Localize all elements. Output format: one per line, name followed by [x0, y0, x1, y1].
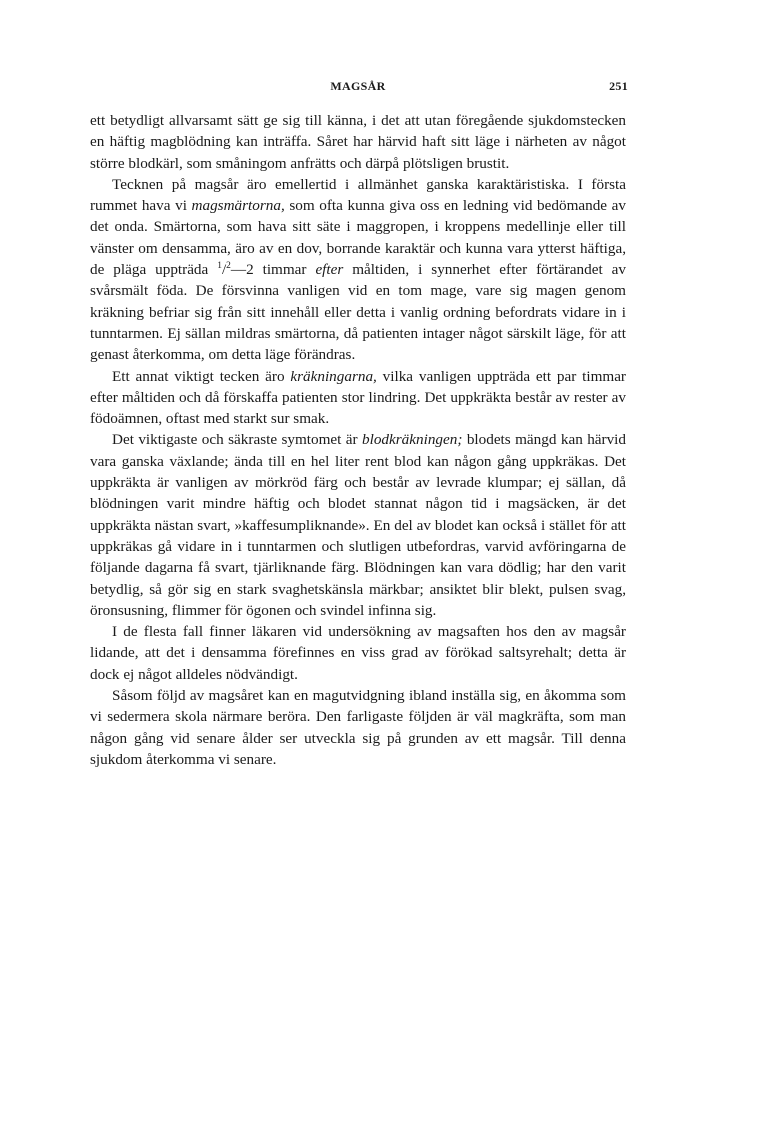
- text-run: vilka vanligen uppträda ett par timmar efter måltiden och då förskaffa patienten stor lindring. Det uppkräkta består av rester av födoämnen, oftast med starkt sur smak.: [90, 367, 626, 428]
- emphasized-text: kräkningarna,: [290, 367, 377, 385]
- text-run: som ofta kunna giva oss en ledning vid bedömande av det onda. Smärtorna, som hava sitt säte i maggropen, i kroppens medellinje eller till vänster om densamma, äro av en dov, borrande karaktär och kunna vara ytterst häftiga, de pläga uppträda: [90, 197, 626, 279]
- emphasized-text: blodkräkningen;: [362, 431, 463, 449]
- text-run: —2 timmar: [230, 261, 316, 279]
- body-text: [90, 110, 626, 770]
- running-title: MAGSÅR: [330, 79, 386, 93]
- text-run: blodets mängd kan härvid vara ganska växlande; ända till en hel liter rent blod kan någon gång uppkräkas. Det uppkräkta är vanligen av mörkröd färg och består av levrade klumpar; ej sällan, då blödningen varit mindre häftig och blodet stannat någon tid i magsäcken, är det uppkräkta nästan svart, »kaffesumpliknande». En del av blodet kan också i stället för att uppkräkas gå vidare in i tunntarmen och slutligen utbefordras, varvid avföringarna de följande dagarna få svart, tjärliknande färg. Blödningen kan vara dödlig; har den varit betydlig, så gör sig en stark svaghetskänsla märkbar; ansiktet blir blekt, pulsen svag, öronsusning, flimmer för ögonen och svindel infinna sig.: [90, 431, 626, 619]
- text-run: I de flesta fall finner läkaren vid undersökning av magsaften hos den av magsår lidande, att det i densamma förefinnes en viss grad av förökad saltsyrehalt; detta är dock ej något alldeles nödvändigt.: [90, 623, 626, 683]
- paragraph: [90, 621, 626, 685]
- text-run: Tecknen på magsår äro emellertid i allmänhet ganska karaktäristiska. I första rummet hava vi: [90, 175, 626, 215]
- text-run: Såsom följd av magsåret kan en magutvidgning ibland inställa sig, en åkomma som vi sedermera skola närmare beröra. Den farligaste följden är väl magkräfta, som man någon gång vid senare ålder ser utveckla sig på grunden av ett magsår. Till denna sjukdom återkomma vi senare.: [90, 687, 626, 768]
- running-head: [88, 79, 628, 99]
- text-run: ett betydligt allvarsamt sätt ge sig till känna, i det att utan föregående sjukdomstecken en häftig magblödning kan inträffa. Såret har härvid haft sitt läge i närheten av något större blodkärl, som småningom anfrätts och därpå plötsligen brustit.: [90, 112, 626, 172]
- superscript-text: 2: [226, 261, 231, 272]
- text-run: måltiden, i synnerhet efter förtärandet av svårsmält föda. De försvinna vanligen vid en tom mage, vare sig magen genom kräkning befriar sig från sitt innehåll eller detta i vanlig ordning befordrats vidare in i tunntarmen. Ej sällan mildras smärtorna, då patienten intager något särskilt läge, för att genast återkomma, om detta läge förändras.: [90, 261, 626, 364]
- paragraph: [90, 429, 626, 621]
- text-run: /: [221, 261, 227, 279]
- text-run: Ett annat viktigt tecken äro: [112, 367, 291, 385]
- superscript-text: 1: [217, 261, 222, 272]
- paragraph: [90, 174, 626, 366]
- emphasized-text: magsmärtorna,: [191, 197, 285, 215]
- paragraph: [90, 366, 626, 430]
- page-number: 251: [609, 79, 628, 93]
- paragraph: [90, 685, 626, 770]
- text-run: Det viktigaste och säkraste symtomet är: [112, 431, 363, 449]
- emphasized-text: efter: [315, 261, 344, 279]
- paragraph: [90, 110, 626, 174]
